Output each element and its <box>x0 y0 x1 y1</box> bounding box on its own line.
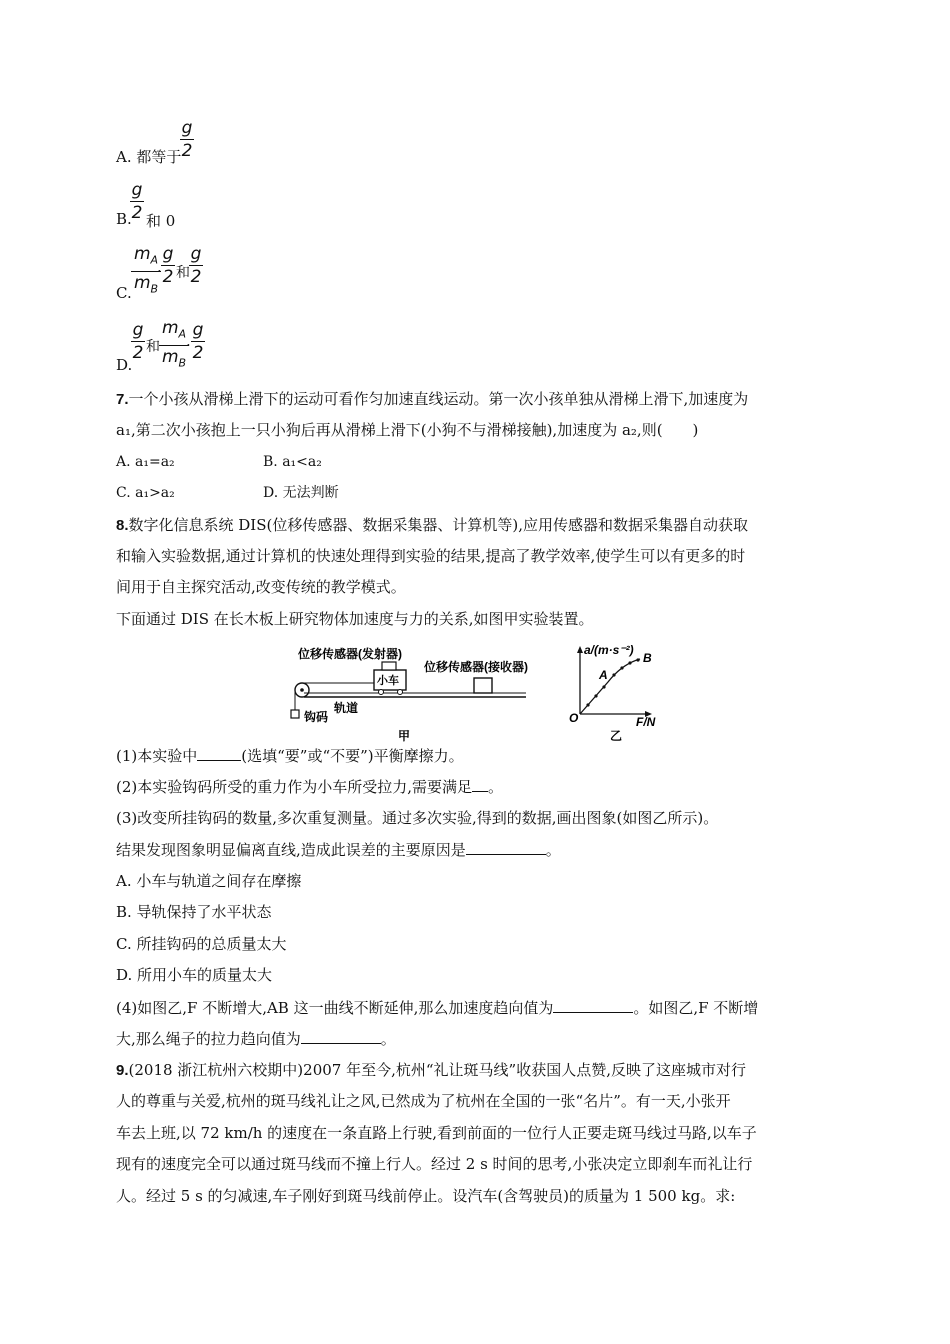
fraction-g-over-2: g 2 <box>132 320 144 363</box>
data-point <box>594 694 597 697</box>
question-text: 间用于自主探究活动,改变传统的教学模式。 <box>116 578 406 596</box>
option-a: A. a₁=a₂ <box>116 454 175 470</box>
x-axis-label: F/N <box>636 715 656 729</box>
answer-blank[interactable] <box>472 775 488 792</box>
data-point <box>620 666 623 669</box>
data-point <box>602 685 605 688</box>
answer-blank[interactable] <box>301 1027 381 1044</box>
figure-graph <box>566 642 666 742</box>
option-tail: 和 0 <box>146 212 176 230</box>
option-label: B. <box>116 210 132 228</box>
question-number: 7. <box>116 391 129 408</box>
fraction-g-over-2: g 2 <box>181 118 193 161</box>
option-c: C. 所挂钩码的总质量太大 <box>116 935 287 953</box>
hook-weight-icon <box>291 710 299 718</box>
y-axis-label: a/(m·s⁻²) <box>584 643 634 657</box>
question-text: 和输入实验数据,通过计算机的快速处理得到实验的结果,提高了教学效率,使学生可以有更多的时 <box>116 547 746 565</box>
cart-wheel <box>379 690 384 695</box>
caption-jia: 甲 <box>398 729 411 742</box>
origin-label: O <box>569 711 579 725</box>
conjunction-and: 和 <box>146 339 160 355</box>
question-text: 8.数字化信息系统 DIS(位移传感器、数据采集器、计算机等),应用传感器和数据采集器自动获取 <box>116 516 748 534</box>
question-text: 人。经过 5 s 的匀减速,车子刚好到斑马线前停止。设汽车(含驾驶员)的质量为 1 500 kg。求: <box>116 1187 736 1205</box>
emitter-box <box>382 662 396 670</box>
y-axis-arrow <box>577 646 583 653</box>
question-text: 车去上班,以 72 km/h 的速度在一条直路上行驶,看到前面的一位行人正要走斑马线过马路,以车子 <box>116 1124 757 1142</box>
fraction-mA-over-mB: $m_A$ $m_B$ <box>159 318 189 374</box>
cart-label: 小车 <box>377 675 399 687</box>
answer-blank[interactable] <box>197 744 241 761</box>
question-text: 现有的速度完全可以通过斑马线而不撞上行人。经过 2 s 时间的思考,小张决定立即刹车而礼让行 <box>116 1155 753 1173</box>
caption-yi: 乙 <box>610 729 623 742</box>
hook-weight-label: 钩码 <box>304 710 329 724</box>
sub-question-4-cont: 大,那么绳子的拉力趋向值为 。 <box>116 1027 396 1050</box>
cart-wheel <box>398 690 403 695</box>
pulley-axle <box>300 688 304 692</box>
receiver-box <box>474 678 492 693</box>
point-b-label: B <box>643 651 652 665</box>
sensor-receiver-label: 位移传感器(接收器) <box>424 660 528 674</box>
question-text: 9.(2018 浙江杭州六校期中)2007 年至今,杭州“礼让斑马线”收获国人点赞,反映了这座城市对行 <box>116 1061 746 1079</box>
option-a: A. 小车与轨道之间存在摩擦 <box>116 872 302 890</box>
fraction-g-over-2: g 2 <box>190 244 202 287</box>
multiply-dot: · <box>186 336 191 354</box>
option-b: B. a₁<a₂ <box>263 454 322 470</box>
question-text: 7.一个小孩从滑梯上滑下的运动可看作匀加速直线运动。第一次小孩单独从滑梯上滑下,加速度为 <box>116 390 749 408</box>
conjunction-and: 和 <box>176 265 190 281</box>
data-point <box>636 658 639 661</box>
question-text: 人的尊重与关爱,杭州的斑马线礼让之风,已然成为了杭州在全国的一张“名片”。有一天,小张开 <box>116 1092 731 1110</box>
fraction-g-over-2: g 2 <box>162 244 174 287</box>
question-text: a₁,第二次小孩抱上一只小狗后再从滑梯上滑下(小狗不与滑梯接触),加速度为 a₂,则( ) <box>116 421 699 439</box>
sub-question-3-cont: 结果发现图象明显偏离直线,造成此误差的主要原因是 。 <box>116 838 561 861</box>
option-c: C. a₁>a₂ <box>116 485 175 501</box>
fraction-mA-over-mB: $m_A$ $m_B$ <box>131 244 161 300</box>
answer-blank[interactable] <box>466 838 546 855</box>
figure-apparatus <box>286 642 536 742</box>
option-label: D. <box>116 356 133 374</box>
option-b: B. 导轨保持了水平状态 <box>116 903 272 921</box>
question-text: 下面通过 DIS 在长木板上研究物体加速度与力的关系,如图甲实验装置。 <box>116 610 594 628</box>
multiply-dot: · <box>157 262 162 280</box>
data-point <box>586 703 589 706</box>
track-label: 轨道 <box>334 701 359 715</box>
sub-question-1: (1)本实验中 (选填“要”或“不要”)平衡摩擦力。 <box>116 744 464 767</box>
sub-question-3: (3)改变所挂钩码的数量,多次重复测量。通过多次实验,得到的数据,画出图象(如图乙所示)。 <box>116 809 719 827</box>
option-label: A. 都等于 <box>116 148 182 166</box>
fraction-g-over-2: g 2 <box>192 320 204 363</box>
data-point <box>612 673 615 676</box>
sensor-emitter-label: 位移传感器(发射器) <box>298 647 402 661</box>
option-label: C. <box>116 284 132 302</box>
question-number: 9. <box>116 1062 129 1079</box>
sub-question-2: (2)本实验钩码所受的重力作为小车所受拉力,需要满足 。 <box>116 775 503 798</box>
point-a-label: A <box>599 668 608 682</box>
option-d: D. 所用小车的质量太大 <box>116 966 273 984</box>
fraction-g-over-2: g 2 <box>131 180 143 223</box>
question-number: 8. <box>116 517 129 534</box>
option-d: D. 无法判断 <box>263 485 339 501</box>
answer-blank[interactable] <box>553 996 633 1013</box>
data-point <box>628 661 631 664</box>
sub-question-4: (4)如图乙,F 不断增大,AB 这一曲线不断延伸,那么加速度趋向值为 。如图乙,F 不断增 <box>116 996 758 1019</box>
